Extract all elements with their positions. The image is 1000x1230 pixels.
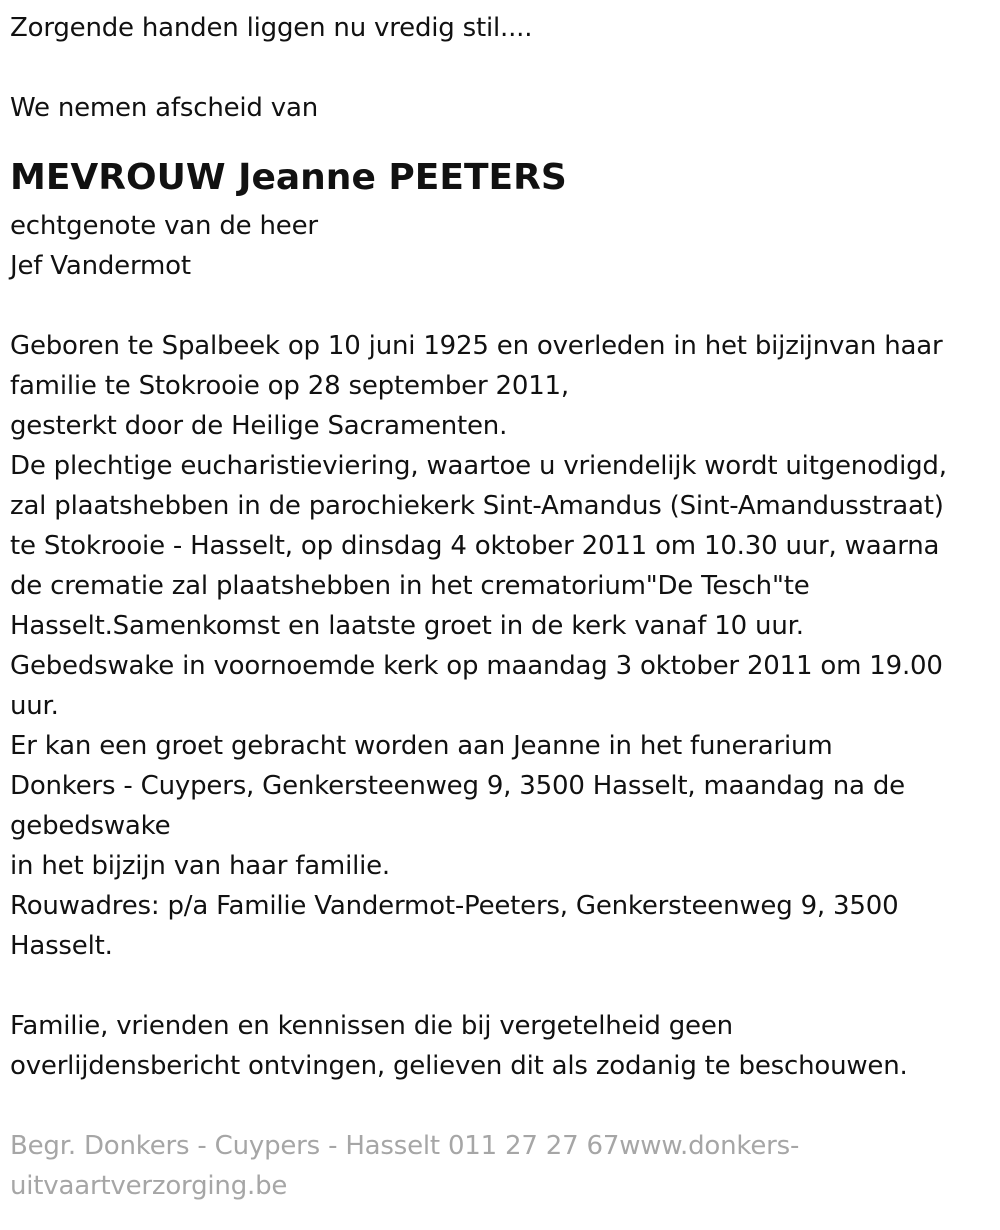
spacer <box>10 1086 990 1126</box>
spacer <box>10 128 990 148</box>
intro-line: Zorgende handen liggen nu vredig stil.... <box>10 13 533 43</box>
body-line: zal plaatshebben in de parochiekerk Sint-Amandus (Sint-Amandusstraat) <box>10 491 944 521</box>
closing-line: Familie, vrienden en kennissen die bij vergetelheid geen <box>10 1011 733 1041</box>
notice-body <box>10 326 990 966</box>
body-line: gesterkt door de Heilige Sacramenten. <box>10 411 508 441</box>
body-line: gebedswake <box>10 811 171 841</box>
spouse-line: echtgenote van de heer <box>10 211 318 241</box>
body-line: Rouwadres: p/a Familie Vandermot-Peeters, Genkersteenweg 9, 3500 <box>10 891 899 921</box>
body-line: Gebedswake in voornoemde kerk op maandag 3 oktober 2011 om 19.00 <box>10 651 943 681</box>
body-line: te Stokrooie - Hasselt, op dinsdag 4 oktober 2011 om 10.30 uur, waarna <box>10 531 940 561</box>
spacer <box>10 48 990 88</box>
body-line: familie te Stokrooie op 28 september 2011, <box>10 371 569 401</box>
farewell-line: We nemen afscheid van <box>10 93 318 123</box>
spouse-name: Jef Vandermot <box>10 251 191 281</box>
undertaker-line: Begr. Donkers - Cuypers - Hasselt 011 27 27 67www.donkers- <box>10 1131 800 1161</box>
spacer <box>10 286 990 326</box>
body-line: uur. <box>10 691 59 721</box>
undertaker-footer <box>10 1126 990 1206</box>
body-line: De plechtige eucharistieviering, waartoe u vriendelijk wordt uitgenodigd, <box>10 451 947 481</box>
closing-line: overlijdensbericht ontvingen, gelieven dit als zodanig te beschouwen. <box>10 1051 908 1081</box>
body-line: de crematie zal plaatshebben in het crematorium"De Tesch"te <box>10 571 810 601</box>
body-line: Donkers - Cuypers, Genkersteenweg 9, 3500 Hasselt, maandag na de <box>10 771 905 801</box>
body-line: in het bijzijn van haar familie. <box>10 851 390 881</box>
undertaker-website: uitvaartverzorging.be <box>10 1171 288 1201</box>
spacer <box>10 966 990 1006</box>
body-line: Geboren te Spalbeek op 10 juni 1925 en overleden in het bijzijnvan haar <box>10 331 943 361</box>
body-line: Hasselt.Samenkomst en laatste groet in de kerk vanaf 10 uur. <box>10 611 804 641</box>
body-line: Er kan een groet gebracht worden aan Jeanne in het funerarium <box>10 731 833 761</box>
body-line: Hasselt. <box>10 931 113 961</box>
deceased-name: MEVROUW Jeanne PEETERS <box>10 157 567 198</box>
